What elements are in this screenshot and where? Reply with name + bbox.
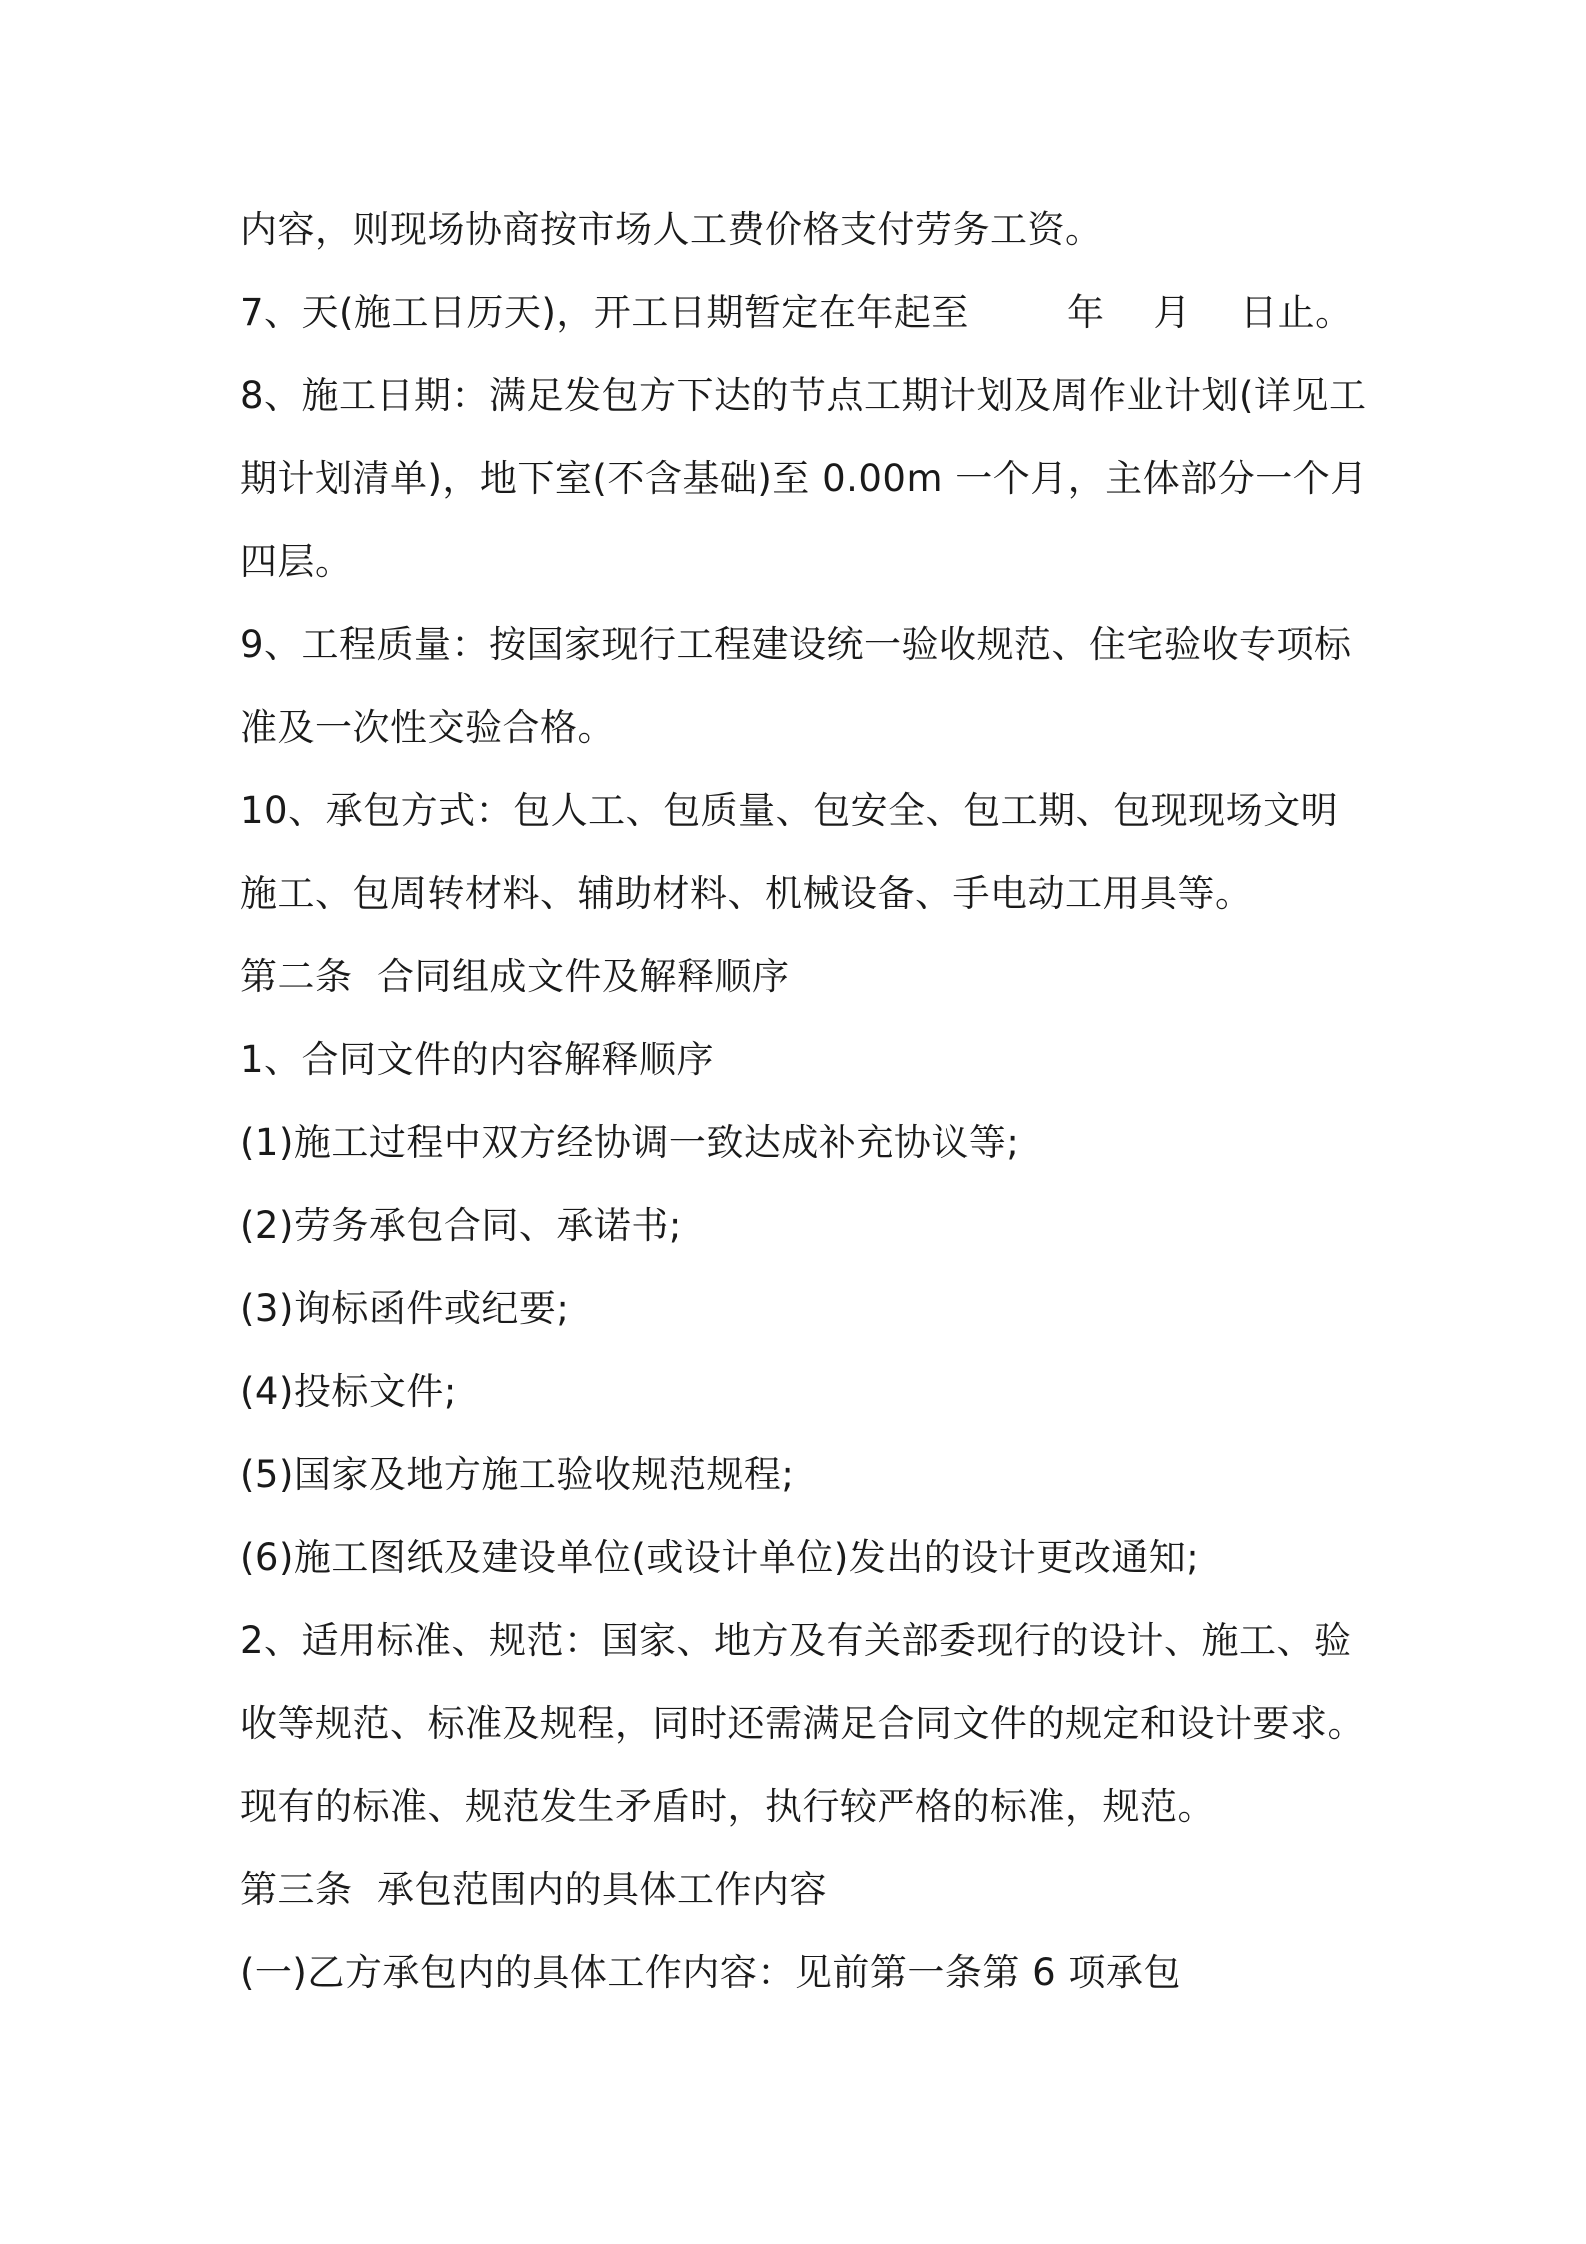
text-line-13: (2)劳务承包合同、承诺书; — [240, 1204, 682, 1247]
text-line-11: 1、合同文件的内容解释顺序 — [240, 1038, 715, 1081]
text-line-12: (1)施工过程中双方经协调一致达成补充协议等; — [240, 1121, 1020, 1164]
section-heading-3: 第三条 承包范围内的具体工作内容 — [240, 1868, 828, 1911]
text-line-18: 2、适用标准、规范：国家、地方及有关部委现行的设计、施工、验 — [240, 1619, 1352, 1662]
text-line-16: (5)国家及地方施工验收规范规程; — [240, 1453, 795, 1496]
text-line-9: 施工、包周转材料、辅助材料、机械设备、手电动工用具等。 — [240, 872, 1253, 915]
text-line-15: (4)投标文件; — [240, 1370, 457, 1413]
text-line-17: (6)施工图纸及建设单位(或设计单位)发出的设计更改通知; — [240, 1536, 1200, 1579]
text-line-20: 现有的标准、规范发生矛盾时，执行较严格的标准，规范。 — [240, 1785, 1215, 1828]
text-line-4: 期计划清单)，地下室(不含基础)至 0.00m 一个月，主体部分一个月 — [240, 457, 1368, 500]
section-heading-2: 第二条 合同组成文件及解释顺序 — [240, 955, 790, 998]
text-line-3: 8、施工日期：满足发包方下达的节点工期计划及周作业计划(详见工 — [240, 374, 1367, 417]
text-line-19: 收等规范、标准及规程，同时还需满足合同文件的规定和设计要求。 — [240, 1702, 1365, 1745]
text-line-6: 9、工程质量：按国家现行工程建设统一验收规范、住宅验收专项标 — [240, 623, 1352, 666]
text-line-14: (3)询标函件或纪要; — [240, 1287, 570, 1330]
text-line-5: 四层。 — [240, 540, 353, 583]
text-line-8: 10、承包方式：包人工、包质量、包安全、包工期、包现现场文明 — [240, 789, 1339, 832]
text-line-1: 内容，则现场协商按市场人工费价格支付劳务工资。 — [240, 208, 1103, 251]
text-line-2: 7、天(施工日历天)，开工日期暂定在年起至 年 月 日止。 — [240, 291, 1353, 334]
text-line-22: (一)乙方承包内的具体工作内容：见前第一条第 6 项承包 — [240, 1951, 1181, 1994]
text-line-7: 准及一次性交验合格。 — [240, 706, 615, 749]
